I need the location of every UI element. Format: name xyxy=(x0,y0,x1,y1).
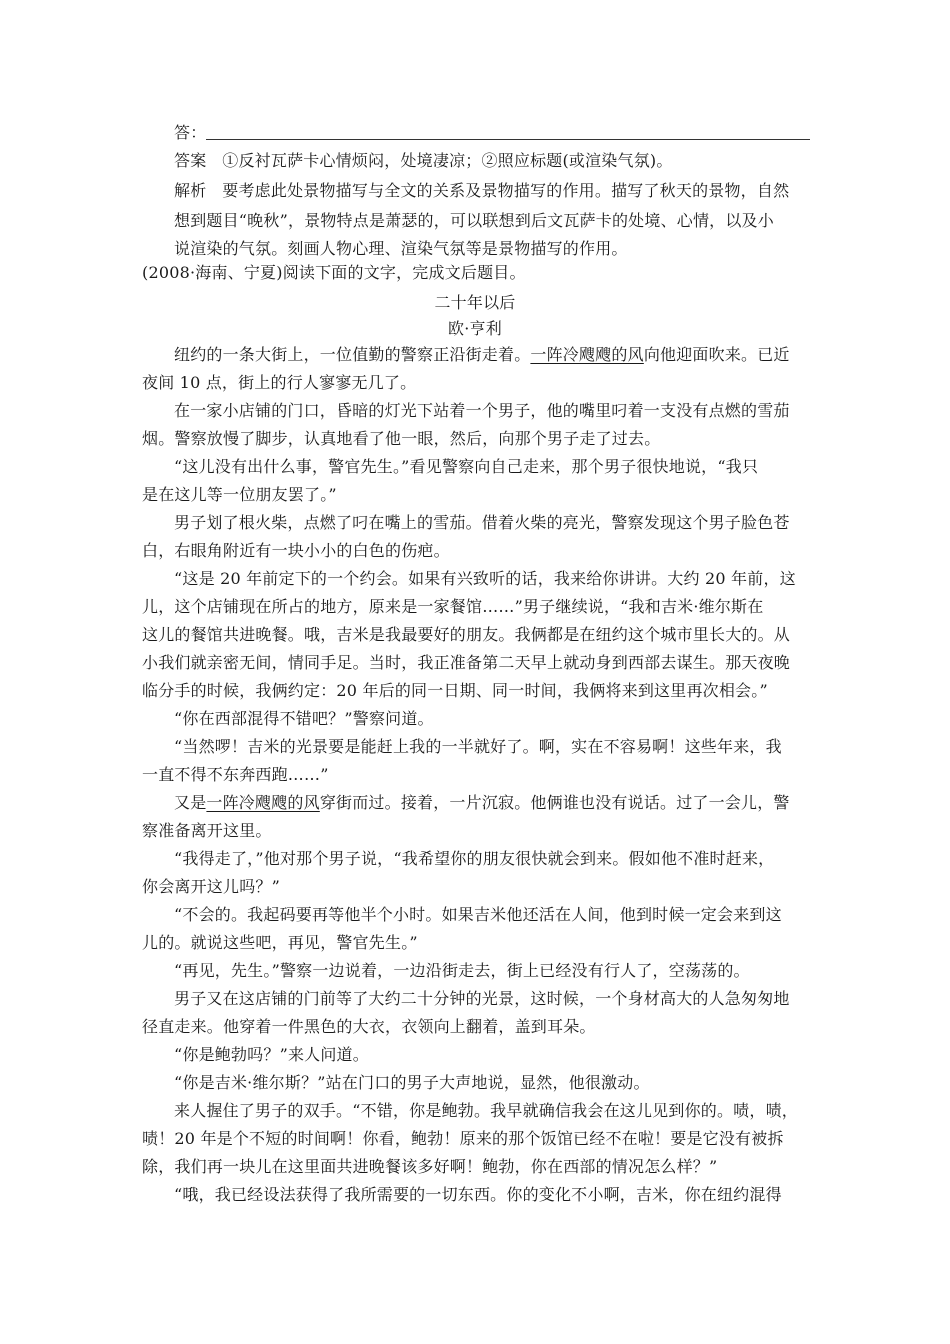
paragraph-line: 径直走来。他穿着一件黑色的大衣，衣领向上翻着，盖到耳朵。 xyxy=(142,1017,596,1036)
analysis-text: 要考虑此处景物描写与全文的关系及景物描写的作用。描写了秋天的景物，自然 xyxy=(222,181,790,200)
answer-label: 答案 xyxy=(174,151,207,170)
paragraph-line: 在一家小店铺的门口，昏暗的灯光下站着一个男子，他的嘴里叼着一支没有点燃的雪茄 xyxy=(174,401,790,420)
paragraph-line: 夜间 10 点，街上的行人寥寥无几了。 xyxy=(142,373,417,392)
paragraph-line: “再见，先生。”警察一边说着，一边沿街走去，街上已经没有行人了，空荡荡的。 xyxy=(174,961,750,980)
paragraph-line: 临分手的时候，我俩约定：20 年后的同一日期、同一时间，我俩将来到这里再次相会。” xyxy=(142,681,768,700)
question-intro: (2008·海南、宁夏)阅读下面的文字，完成文后题目。 xyxy=(142,263,526,282)
analysis-label: 解析 xyxy=(174,181,207,200)
paragraph-line: “你是吉米·维尔斯？”站在门口的男子大声地说，显然，他很激动。 xyxy=(174,1073,650,1092)
story-author: 欧·亨利 xyxy=(448,319,502,338)
paragraph-line: 啧！20 年是个不短的时间啊！你看，鲍勃！原来的那个饭馆已经不在啦！要是它没有被拆 xyxy=(142,1129,784,1148)
paragraph-line: 你会离开这儿吗？” xyxy=(142,877,280,896)
answer-line xyxy=(174,150,673,172)
paragraph-line: 男子又在这店铺的门前等了大约二十分钟的光景，这时候，一个身材高大的人急匆匆地 xyxy=(174,989,790,1008)
paragraph-line: 这儿的餐馆共进晚餐。哦，吉米是我最要好的朋友。我俩都是在纽约这个城市里长大的。从 xyxy=(142,625,791,644)
paragraph-line: “我得走了，”他对那个男子说，“我希望你的朋友很快就会到来。假如他不准时赶来， xyxy=(174,849,775,868)
paragraph-line: 察准备离开这里。 xyxy=(142,821,272,840)
paragraph-line: “你在西部混得不错吧？”警察问道。 xyxy=(174,709,434,728)
paragraph-line: 来人握住了男子的双手。“不错，你是鲍勃。我早就确信我会在这儿见到你的。啧，啧， xyxy=(174,1101,798,1120)
text-run: 向他迎面吹来。已近 xyxy=(643,345,790,364)
paragraph-line: 是在这儿等一位朋友罢了。” xyxy=(142,485,337,504)
paragraph-line: 除，我们再一块儿在这里面共进晚餐该多好啊！鲍勃，你在西部的情况怎么样？” xyxy=(142,1157,718,1176)
underlined-phrase: 一阵冷飕飕的风 xyxy=(530,345,644,364)
paragraph-line: 烟。警察放慢了脚步，认真地看了他一眼，然后，向那个男子走了过去。 xyxy=(142,429,661,448)
paragraph-line: 白，右眼角附近有一块小小的白色的伤疤。 xyxy=(142,541,450,560)
text-run: 又是 xyxy=(174,793,207,812)
paragraph-line: 一直不得不东奔西跑……” xyxy=(142,765,329,784)
paragraph-line: “你是鲍勃吗？”来人问道。 xyxy=(174,1045,369,1064)
text-run: 纽约的一条大街上，一位值勤的警察正沿街走着。 xyxy=(174,345,531,364)
paragraph-line: 儿，这个店铺现在所占的地方，原来是一家餐馆……”男子继续说，“我和吉米·维尔斯在 xyxy=(142,597,764,616)
paragraph-line: “这儿没有出什么事，警官先生。”看见警察向自己走来，那个男子很快地说，“我只 xyxy=(174,457,759,476)
paragraph-line: “哦，我已经设法获得了我所需要的一切东西。你的变化不小啊，吉米，你在纽约混得 xyxy=(174,1185,782,1204)
paragraph-line: “这是 20 年前定下的一个约会。如果有兴致听的话，我来给你讲讲。大约 20 年前，这 xyxy=(174,569,796,588)
answer-blank-line xyxy=(206,139,810,140)
analysis-line-1 xyxy=(174,180,789,202)
paragraph-line xyxy=(174,792,790,814)
paragraph-line xyxy=(174,344,790,366)
answer-text: ①反衬瓦萨卡心情烦闷，处境凄凉；②照应标题(或渲染气氛)。 xyxy=(222,151,673,170)
paragraph-line: “当然啰！吉米的光景要是能赶上我的一半就好了。啊，实在不容易啊！这些年来，我 xyxy=(174,737,782,756)
paragraph-line: 小我们就亲密无间，情同手足。当时，我正准备第二天早上就动身到西部去谋生。那天夜晚 xyxy=(142,653,791,672)
text-run: 穿街而过。接着，一片沉寂。他俩谁也没有说话。过了一会儿，警 xyxy=(319,793,790,812)
story-title: 二十年以后 xyxy=(434,293,516,312)
underlined-phrase: 一阵冷飕飕的风 xyxy=(206,793,320,812)
paragraph-line: “不会的。我起码要再等他半个小时。如果吉米他还活在人间，他到时候一定会来到这 xyxy=(174,905,782,924)
paragraph-line: 男子划了根火柴，点燃了叼在嘴上的雪茄。借着火柴的亮光，警察发现这个男子脸色苍 xyxy=(174,513,790,532)
analysis-line-3: 说渲染的气氛。刻画人物心理、渲染气氛等是景物描写的作用。 xyxy=(174,239,628,258)
analysis-line-2: 想到题目“晚秋”，景物特点是萧瑟的，可以联想到后文瓦萨卡的处境、心情，以及小 xyxy=(174,211,774,230)
paragraph-line: 儿的。就说这些吧，再见，警官先生。” xyxy=(142,933,418,952)
answer-prompt: 答： xyxy=(174,123,207,142)
